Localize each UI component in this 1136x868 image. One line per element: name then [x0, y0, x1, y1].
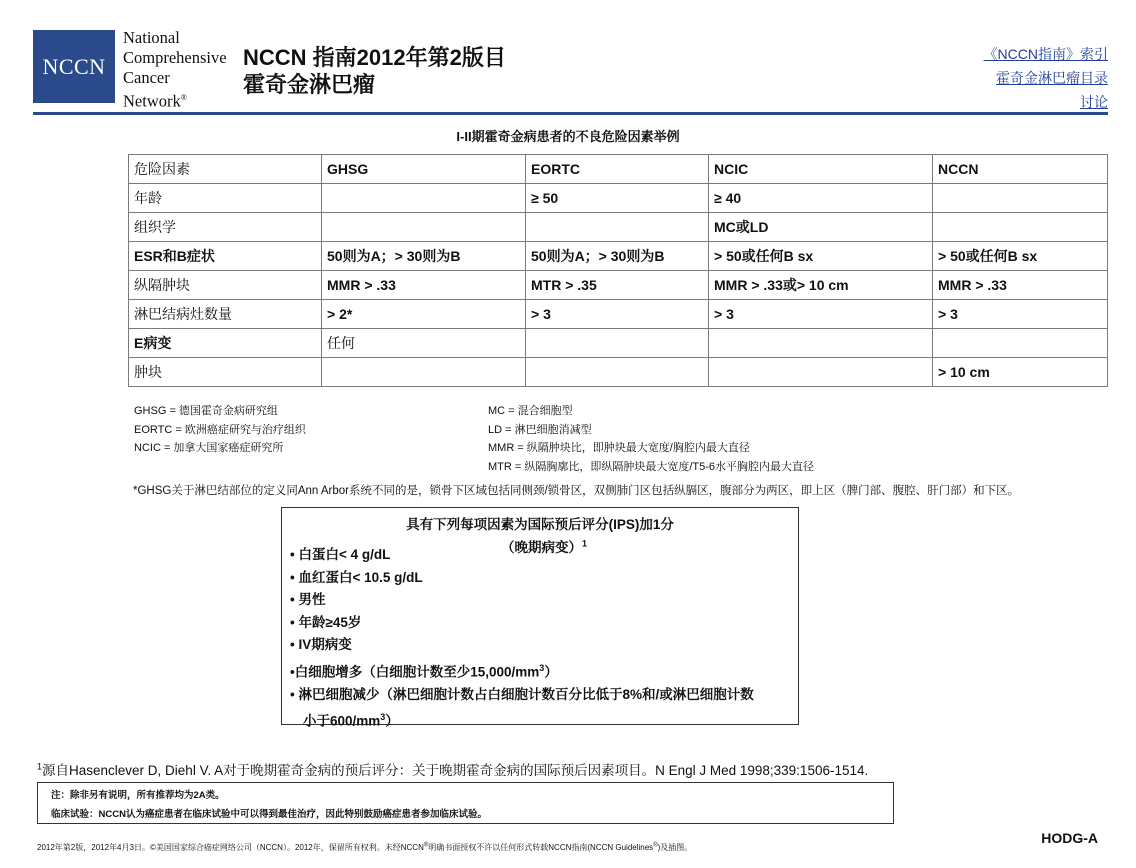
- table-cell: [933, 329, 1108, 358]
- table-cell: > 50或任何B sx: [933, 242, 1108, 271]
- table-cell: [526, 358, 709, 387]
- table-cell: MMR > .33: [933, 271, 1108, 300]
- org-line-4: [123, 88, 227, 112]
- copyright-text: 明确书面授权不许以任何形式转载NCCN指南(NCCN Guidelines: [428, 843, 654, 852]
- org-line-2: Comprehensive: [123, 48, 227, 67]
- table-cell: [526, 329, 709, 358]
- row-label: 年龄: [129, 184, 322, 213]
- table-cell: > 3: [526, 300, 709, 329]
- list-item: • IV期病变: [290, 637, 352, 652]
- row-label: 纵隔肿块: [129, 271, 322, 300]
- notes-box: [37, 782, 894, 824]
- citation-text: 源自Hasenclever D, Diehl V. A对于晚期霍奇金病的预后评分：关于晚期霍奇金病的国际预后因素项目。N Engl J Med 1998;339:1506-1514.: [42, 763, 869, 778]
- table-cell: [933, 184, 1108, 213]
- header-cell: EORTC: [526, 155, 709, 184]
- header-cell: GHSG: [322, 155, 526, 184]
- list-item: • 血红蛋白< 10.5 g/dL: [290, 569, 423, 585]
- table-cell: > 10 cm: [933, 358, 1108, 387]
- table-header-row: [129, 155, 1108, 184]
- abbreviation-item: LD = 淋巴细胞消减型: [488, 423, 592, 436]
- ghsg-footnote: *GHSG关于淋巴结部位的定义同Ann Arbor系统不同的是，锁骨下区域包括同侧颈/锁骨区，双侧肺门区包括纵膈区，腹部分为两区，即上区（脾门部、腹腔、肝门部）和下区。: [133, 485, 1020, 497]
- registered-mark: ®: [180, 93, 187, 102]
- list-item: • 白蛋白< 4 g/dL: [290, 547, 391, 562]
- ips-factor-end: ）: [544, 664, 558, 679]
- list-item-continued: [290, 706, 754, 733]
- list-item: • 年龄≥45岁: [290, 614, 362, 630]
- logo-text: NCCN: [42, 53, 106, 79]
- list-item: • 男性: [290, 592, 326, 607]
- table-row: [129, 329, 1108, 358]
- table-cell: MC或LD: [709, 213, 933, 242]
- table-cell: [709, 358, 933, 387]
- ips-subtitle-text: （晚期病变）: [501, 540, 582, 555]
- table-cell: [526, 213, 709, 242]
- org-line-3: Cancer: [123, 68, 170, 87]
- table-cell: ≥ 50: [526, 184, 709, 213]
- copyright-text: 2012年第2版，2012年4月3日。©美国国家综合癌症网络公司（NCCN）。2012年，保留所有权利。未经NCCN: [37, 843, 424, 852]
- table-cell: ≥ 40: [709, 184, 933, 213]
- ips-factor-list: [290, 544, 754, 733]
- title-line-1: NCCN 指南2012年第2版目: [243, 45, 506, 70]
- header-divider: [33, 112, 1108, 115]
- table-cell: MTR > .35: [526, 271, 709, 300]
- ips-factor: IV期病变: [298, 637, 352, 652]
- abbreviation-item: MMR = 纵隔肿块比，即肿块最大宽度/胸腔内最大直径: [488, 442, 750, 454]
- page-code: HODG-A: [1041, 830, 1098, 846]
- ips-box: [281, 507, 799, 729]
- abbreviations-left: [134, 402, 306, 458]
- registered-mark: ®: [653, 842, 658, 849]
- abbreviation-item: NCIC = 加拿大国家癌症研究所: [134, 442, 284, 454]
- abbreviation-item: EORTC = 欧洲癌症研究与治疗组织: [134, 423, 306, 436]
- abbreviation-item: MC = 混合细胞型: [488, 405, 573, 417]
- nccn-logo: [33, 30, 115, 103]
- ips-factor: 男性: [298, 592, 326, 607]
- table-row: [129, 184, 1108, 213]
- org-name: [123, 28, 227, 112]
- ips-factor: 白细胞增多（白细胞计数至少15,000/mm: [294, 664, 540, 679]
- abbreviation-item: GHSG = 德国霍奇金病研究组: [134, 405, 278, 417]
- table-cell: [709, 329, 933, 358]
- header-cell: NCIC: [709, 155, 933, 184]
- citation: [37, 759, 868, 779]
- table-row: [129, 358, 1108, 387]
- guidelines-index-link[interactable]: 《NCCN指南》索引: [983, 46, 1108, 62]
- header-cell: NCCN: [933, 155, 1108, 184]
- row-label: 组织学: [129, 213, 322, 242]
- org-line-4-text: Network: [123, 91, 181, 111]
- copyright-text: )及插图。: [657, 843, 693, 852]
- registered-mark: ®: [423, 842, 429, 849]
- table-row: [129, 300, 1108, 329]
- ips-factor: 小于600/mm: [303, 713, 381, 729]
- org-line-1: National: [123, 28, 180, 47]
- copyright: [37, 842, 692, 853]
- table-cell: > 3: [709, 300, 933, 329]
- table-cell: MMR > .33或> 10 cm: [709, 271, 933, 300]
- ips-footnote-ref: 1: [582, 538, 588, 549]
- table-row: [129, 242, 1108, 271]
- table-caption: I-II期霍奇金病患者的不良危险因素举例: [456, 129, 680, 144]
- row-label: 淋巴结病灶数量: [129, 300, 322, 329]
- title-line-2: 霍奇金淋巴瘤: [243, 72, 376, 97]
- ips-title: 具有下列每项因素为国际预后评分(IPS)加1分: [406, 517, 674, 532]
- table-cell: > 2*: [322, 300, 526, 329]
- superscript: 3: [380, 712, 386, 722]
- table-cell: 50则为A；> 30则为B: [322, 242, 526, 271]
- row-label: ESR和B症状: [129, 242, 322, 271]
- table-cell: [322, 213, 526, 242]
- page-title: [243, 44, 506, 98]
- ips-factor-end: ）: [385, 713, 399, 729]
- table-cell: 50则为A；> 30则为B: [526, 242, 709, 271]
- ips-factor: 年龄≥45岁: [298, 614, 362, 630]
- table-cell: > 3: [933, 300, 1108, 329]
- list-item: •白细胞增多（白细胞计数至少$15,000/mm^3$）: [290, 662, 558, 679]
- table-cell: [322, 184, 526, 213]
- table-cell: MMR > .33: [322, 271, 526, 300]
- note-line: 临床试验：NCCN认为癌症患者在临床试验中可以得到最佳治疗，因此特别鼓励癌症患者参加临床试验。: [51, 809, 487, 820]
- ips-factor: 血红蛋白< 10.5 g/dL: [298, 569, 423, 585]
- discussion-link[interactable]: 讨论: [1080, 94, 1108, 110]
- ips-factor: 淋巴细胞减少（淋巴细胞计数占白细胞计数百分比低于8%和/或淋巴细胞计数: [298, 686, 754, 702]
- risk-factor-table: [128, 154, 1108, 387]
- abbreviation-item: MTR = 纵隔胸廓比，即纵隔肿块最大宽度/T5-6水平胸腔内最大直径: [488, 460, 815, 473]
- table-row: [129, 213, 1108, 242]
- table-row: [129, 271, 1108, 300]
- hodgkin-toc-link[interactable]: 霍奇金淋巴瘤目录: [996, 70, 1108, 86]
- table-cell: [933, 213, 1108, 242]
- nav-links: [984, 42, 1108, 114]
- table-cell: > 50或任何B sx: [709, 242, 933, 271]
- list-item: • 淋巴细胞减少（淋巴细胞计数占白细胞计数百分比低于8%和/或淋巴细胞计数: [290, 686, 754, 702]
- abbreviations-right: [488, 402, 814, 476]
- table-cell: 任何: [322, 329, 526, 358]
- superscript: 3: [539, 662, 545, 673]
- row-label: E病变: [129, 329, 322, 358]
- ips-factor: 白蛋白< 4 g/dL: [298, 547, 391, 562]
- table-cell: [322, 358, 526, 387]
- note-line: 注：除非另有说明，所有推荐均为2A类。: [51, 790, 225, 801]
- row-label: 肿块: [129, 358, 322, 387]
- citation-number: 1: [37, 761, 43, 772]
- header-cell: 危险因素: [129, 155, 322, 184]
